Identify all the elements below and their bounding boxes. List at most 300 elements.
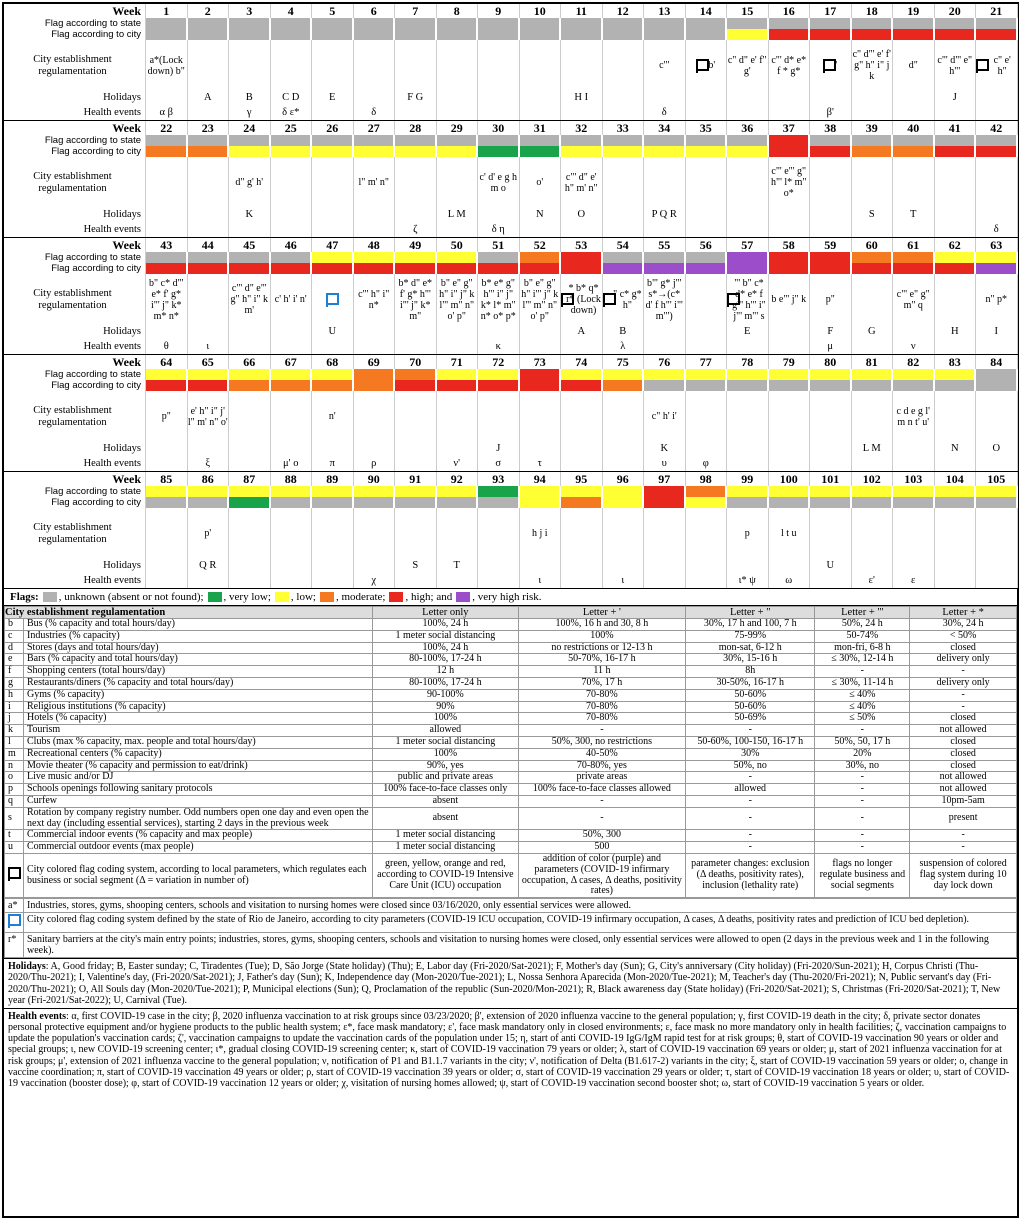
regulation-cell [976,508,1018,559]
reg-code: s [5,807,24,830]
regulation-cell [520,40,562,91]
holiday-cell: B [603,325,645,339]
row-label-city: Flag according to city [4,263,146,274]
week-number: 101 [810,472,852,486]
reg-code: q [5,795,24,807]
health-event-cell: δ [354,105,396,120]
holiday-cell [686,91,728,105]
week-number: 59 [810,238,852,252]
regulation-table [4,606,1017,898]
health-event-cell [520,339,562,354]
regulation-cell [437,508,479,559]
health-event-cell [188,222,230,237]
state-flag-cell [810,369,852,380]
week-number: 11 [561,4,603,18]
health-event-cell [312,105,354,120]
flag-icon [561,293,566,307]
holiday-cell: K [229,208,271,222]
row-label-city: Flag according to city [4,497,146,508]
regulation-cell [852,157,894,208]
regulation-cell: o' [520,157,562,208]
regulation-cell [769,391,811,442]
reg-value: - [910,830,1017,842]
health-event-cell [976,339,1018,354]
holiday-cell [520,559,562,573]
week-number: 20 [935,4,977,18]
week-number: 18 [852,4,894,18]
regulation-cell [478,508,520,559]
row-hol [4,442,1017,456]
regulation-cell: c"' d" e' h" m' n" [561,157,603,208]
week-number: 6 [354,4,396,18]
row-label-city: Flag according to city [4,146,146,157]
holiday-cell [437,442,479,456]
reg-value: not allowed [910,725,1017,737]
city-flag-cell [852,263,894,274]
holiday-cell: P Q R [644,208,686,222]
legend-moderate: , moderate; [335,591,386,603]
week-number: 62 [935,238,977,252]
week-number: 15 [727,4,769,18]
state-flag-cell [935,369,977,380]
week-number: 1 [146,4,188,18]
reg-value: 30%, 15-16 h [686,654,815,666]
city-flag-cell [146,380,188,391]
health-event-cell [478,105,520,120]
regulation-cell: d" [893,40,935,91]
reg-row [5,853,1017,897]
state-flag-cell [437,486,479,497]
city-flag-cell [229,263,271,274]
reg-code: j [5,713,24,725]
week-number: 74 [561,355,603,369]
regulation-cell: c" e' h" [976,40,1018,91]
state-flag-cell [188,486,230,497]
holiday-cell [520,325,562,339]
holiday-cell [354,559,396,573]
state-flag-cell [312,252,354,263]
city-flag-cell [229,380,271,391]
holiday-cell [229,325,271,339]
row-label-hol: Holidays [4,325,146,339]
regulation-cell: p" [146,391,188,442]
city-flag-cell [935,29,977,40]
health-event-cell [437,339,479,354]
week-number: 45 [229,238,271,252]
holiday-cell: T [437,559,479,573]
health-event-cell [935,105,977,120]
regulation-cell [976,391,1018,442]
city-flag-cell [810,146,852,157]
reg-value: allowed [373,725,519,737]
reg-value: absent [373,795,519,807]
reg-value: - [686,795,815,807]
regulation-cell: l" m' n" [354,157,396,208]
holiday-cell [935,208,977,222]
reg-code: u [5,842,24,854]
holiday-cell: A [188,91,230,105]
reg-value: 20% [815,748,910,760]
holiday-cell: H [935,325,977,339]
state-flag-cell [229,135,271,146]
holiday-cell: L M [852,442,894,456]
health-event-cell [852,222,894,237]
footnote-text: Sanitary barriers at the city's main entry points; industries, stores, gyms, shooping centers, schools and visitation to nursing homes were closed, only essential services were allowed to open (2 days in the previous week and 1 in the following week). [24,933,1017,958]
regulation-cell: c"' e"' g" h"' l* m" o* [769,157,811,208]
city-flag-cell [561,380,603,391]
holiday-cell [644,559,686,573]
health-event-cell [893,105,935,120]
state-flag-cell [229,369,271,380]
city-flag-cell [976,263,1018,274]
week-number: 85 [146,472,188,486]
reg-header: Letter + * [910,607,1017,619]
regulation-cell [312,508,354,559]
state-flag-cell [312,135,354,146]
week-number: 84 [976,355,1018,369]
health-event-cell [769,105,811,120]
reg-value: - [815,725,910,737]
reg-row [5,701,1017,713]
row-city [4,380,1017,391]
timeline-blocks [4,4,1017,589]
week-number: 48 [354,238,396,252]
state-flag-cell [395,135,437,146]
state-flag-cell [146,252,188,263]
city-flag-cell [769,380,811,391]
state-flag-cell [810,486,852,497]
row-est [4,274,1017,325]
holiday-cell [478,91,520,105]
health-event-cell [395,573,437,588]
reg-desc: Live music and/or DJ [24,772,373,784]
city-flag-cell [686,497,728,508]
reg-row [5,772,1017,784]
health-event-cell [852,105,894,120]
week-number: 41 [935,121,977,135]
reg-desc: Rotation by company registry number. Odd numbers open one day and even open the next day (including essential services), starting 2 days in the previous week [24,807,373,830]
regulation-cell [395,157,437,208]
holiday-cell [976,91,1018,105]
reg-code: h [5,689,24,701]
state-flag-cell [520,18,562,29]
regulation-cell: l t u [769,508,811,559]
state-flag-cell [935,486,977,497]
health-event-cell: ω [769,573,811,588]
reg-value: 12 h [373,666,519,678]
holiday-cell [188,208,230,222]
health-event-cell [520,222,562,237]
holiday-cell [893,442,935,456]
row-label-state: Flag according to state [4,135,146,146]
state-flag-cell [976,369,1018,380]
state-flag-cell [520,135,562,146]
week-number: 5 [312,4,354,18]
city-flag-cell [271,29,313,40]
city-flag-cell [437,497,479,508]
reg-value: - [815,795,910,807]
row-label-state: Flag according to state [4,486,146,497]
holiday-cell [520,442,562,456]
reg-row [5,642,1017,654]
state-flag-cell [354,18,396,29]
week-number: 55 [644,238,686,252]
week-number: 99 [727,472,769,486]
row-label-est: City establishment regulamentation [4,274,146,325]
health-event-cell: δ η [478,222,520,237]
state-flag-cell [437,18,479,29]
regulation-cell [686,157,728,208]
city-flag-cell [976,497,1018,508]
state-flag-cell [146,135,188,146]
holiday-cell [395,442,437,456]
reg-value: 50%, 300 [518,830,685,842]
row-hea [4,456,1017,471]
state-flag-cell [354,252,396,263]
regulation-cell [271,391,313,442]
week-number: 98 [686,472,728,486]
holiday-cell [271,442,313,456]
regulation-cell [935,157,977,208]
health-event-cell: ε [893,573,935,588]
health-event-cell [686,573,728,588]
state-flag-cell [271,252,313,263]
regulation-cell [603,157,645,208]
reg-value: closed [910,748,1017,760]
legend-unknown: , unknown (absent or not found); [58,591,204,603]
state-flag-cell [395,252,437,263]
week-number: 66 [229,355,271,369]
reg-desc: Commercial indoor events (% capacity and max people) [24,830,373,842]
state-flag-cell [644,369,686,380]
city-flag-cell [146,497,188,508]
reg-value: closed [910,642,1017,654]
city-flag-cell [727,29,769,40]
regulation-cell: d" g' h' [229,157,271,208]
row-label-state: Flag according to state [4,18,146,29]
reg-desc: Hotels (% capacity) [24,713,373,725]
week-number: 69 [354,355,396,369]
regulation-cell [271,157,313,208]
week-number: 79 [769,355,811,369]
reg-value: addition of color (purple) and parameters (COVID-19 infirmary occupation, Δ cases, Δ deaths, positivity rates) [518,853,685,897]
week-number: 44 [188,238,230,252]
city-flag-cell [520,380,562,391]
state-flag-cell [769,18,811,29]
reg-value: - [518,725,685,737]
reg-value: 100% [373,748,519,760]
health-event-cell: μ [810,339,852,354]
reg-value: - [910,689,1017,701]
state-flag-cell [561,252,603,263]
state-flag-cell [395,486,437,497]
reg-value: 70-80%, yes [518,760,685,772]
reg-desc: Movie theater (% capacity and permission to eat/drink) [24,760,373,772]
city-flag-cell [395,146,437,157]
city-flag-cell [354,29,396,40]
regulation-cell [146,508,188,559]
health-event-cell [561,105,603,120]
regulation-cell [520,391,562,442]
week-number: 81 [852,355,894,369]
health-event-cell: ι [520,573,562,588]
reg-value: no restrictions or 12-13 h [518,642,685,654]
city-flag-cell [561,29,603,40]
holiday-cell [935,559,977,573]
holiday-cell [603,208,645,222]
week-number: 57 [727,238,769,252]
health-event-cell [810,573,852,588]
row-label-week: Week [4,355,146,369]
reg-code: b [5,619,24,631]
reg-row [5,807,1017,830]
reg-value: - [910,666,1017,678]
holiday-cell [354,208,396,222]
city-flag-cell [686,380,728,391]
regulation-cell [852,391,894,442]
regulation-cell [727,157,769,208]
health-event-cell [893,222,935,237]
legend-very-low: , very low; [223,591,271,603]
row-state [4,135,1017,146]
state-flag-cell [271,135,313,146]
flag-icon [696,59,708,73]
city-flag-cell [603,29,645,40]
week-number: 63 [976,238,1018,252]
reg-value: private areas [518,772,685,784]
reg-value: 90%, yes [373,760,519,772]
city-flag-cell [188,497,230,508]
state-flag-cell [727,486,769,497]
regulation-cell: c" d" e' f" g' [727,40,769,91]
week-number: 28 [395,121,437,135]
reg-value: 50%, no [686,760,815,772]
reg-value: 70%, 17 h [518,677,685,689]
regulation-cell [644,508,686,559]
regulation-cell [603,391,645,442]
reg-value: 80-100%, 17-24 h [373,654,519,666]
city-flag-cell [893,263,935,274]
reg-value: 30% [686,748,815,760]
holiday-cell [810,442,852,456]
holiday-cell [893,325,935,339]
week-number: 25 [271,121,313,135]
reg-value: 70-80% [518,713,685,725]
week-number: 97 [644,472,686,486]
reg-code: f [5,666,24,678]
health-event-cell: δ [644,105,686,120]
row-hol [4,91,1017,105]
city-flag-cell [478,263,520,274]
state-flag-cell [437,135,479,146]
reg-desc: Religious institutions (% capacity) [24,701,373,713]
reg-value: 70-80% [518,701,685,713]
week-number: 94 [520,472,562,486]
reg-value: closed [910,760,1017,772]
regulation-cell [810,157,852,208]
state-flag-cell [354,369,396,380]
state-flag-cell [810,135,852,146]
state-flag-cell [188,135,230,146]
reg-code: g [5,677,24,689]
reg-value: allowed [686,784,815,796]
regulation-cell: c' h' i' n' [271,274,313,325]
health-event-cell [935,339,977,354]
health-event-cell [561,339,603,354]
health-event-cell: ε' [852,573,894,588]
holiday-cell [727,442,769,456]
state-flag-cell [271,18,313,29]
reg-value: 50-69% [686,713,815,725]
health-event-cell: δ ε* [271,105,313,120]
health-event-cell [935,456,977,471]
week-number: 87 [229,472,271,486]
week-number: 26 [312,121,354,135]
city-flag-cell [354,146,396,157]
reg-value: parameter changes: exclusion (Δ deaths, positivity rates), inclusion (lethality rate) [686,853,815,897]
health-event-cell [852,339,894,354]
city-flag-cell [769,146,811,157]
city-flag-cell [603,497,645,508]
reg-value: 11 h [518,666,685,678]
city-flag-cell [769,497,811,508]
holiday-cell: Q R [188,559,230,573]
health-event-cell [686,222,728,237]
week-number: 70 [395,355,437,369]
holiday-cell [354,91,396,105]
health-event-cell: τ [520,456,562,471]
reg-header: Letter only [373,607,519,619]
health-event-cell [769,456,811,471]
row-hol [4,208,1017,222]
health-event-cell [188,573,230,588]
reg-code: n [5,760,24,772]
regulation-cell [437,391,479,442]
regulation-cell [395,40,437,91]
city-flag-cell [395,497,437,508]
week-number: 40 [893,121,935,135]
row-label-hol: Holidays [4,442,146,456]
health-event-cell [935,573,977,588]
week-block [4,4,1017,121]
reg-value: - [518,807,685,830]
state-flag-cell [271,486,313,497]
reg-value: - [686,725,815,737]
regulation-cell: h j i [520,508,562,559]
regulation-cell: c d e g l' m n t' u' [893,391,935,442]
state-flag-cell [686,18,728,29]
regulation-cell [312,157,354,208]
holiday-cell [188,325,230,339]
city-flag-cell [561,146,603,157]
state-flag-cell [769,486,811,497]
city-flag-cell [188,29,230,40]
holiday-cell: T [893,208,935,222]
week-number: 4 [271,4,313,18]
row-label-week: Week [4,238,146,252]
row-state [4,252,1017,263]
city-flag-cell [603,146,645,157]
city-flag-cell [644,146,686,157]
holiday-cell [769,91,811,105]
state-flag-cell [478,252,520,263]
reg-value: ≤ 30%, 12-14 h [815,654,910,666]
week-number: 2 [188,4,230,18]
flag-icon [8,867,20,881]
city-flag-cell [437,380,479,391]
week-number: 36 [727,121,769,135]
state-flag-cell [603,486,645,497]
